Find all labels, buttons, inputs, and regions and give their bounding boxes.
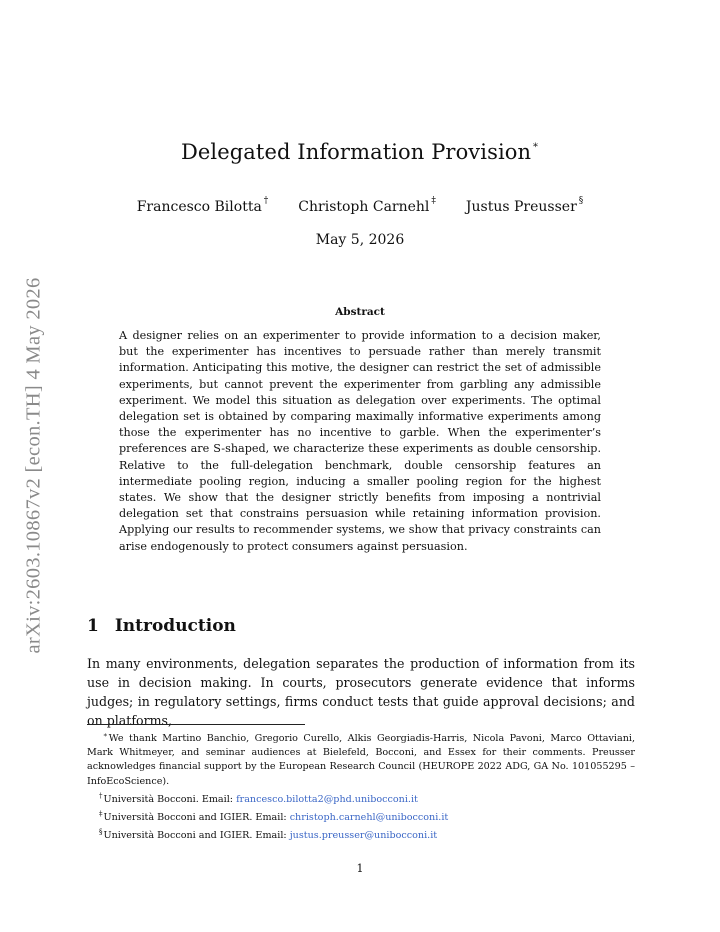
footnote-acknowledgment — [87, 728, 635, 789]
author — [298, 196, 436, 215]
footnote-affiliation — [87, 807, 635, 825]
author-name: Justus Preusser — [465, 199, 577, 215]
section-heading — [87, 616, 236, 636]
introduction-paragraph: In many environments, delegation separates the production of information from its use in decision making. In courts, prosecutors generate evidence that informs judges; in regulatory settings, firms conduct tests that guide approval decisions; and on platforms, — [87, 656, 635, 728]
author-name: Christoph Carnehl — [298, 199, 430, 215]
section-title: Introduction — [114, 616, 236, 636]
footnote-text: Università Bocconi. Email: — [103, 793, 237, 805]
footnote-mark: ∗ — [103, 731, 108, 739]
title-footnote-mark: ∗ — [532, 140, 540, 151]
author-name: Francesco Bilotta — [136, 199, 262, 215]
author-mark: ‡ — [431, 196, 436, 206]
abstract-body: A designer relies on an experimenter to provide information to a decision maker, but the experimenter has incentives to persuade rather than merely transmit information. Anticipating this motive, the designer can restrict the set of admissible experiments, but cannot prevent the experimenter from garbling any admissible experiment. We model this situation as delegation over experiments. The optimal delegation set is obtained by comparing maximally informative experiments among those the experimenter has no incentive to garble. When the experimenter’s preferences are S-shaped, we characterize these experiments as double censorship. Relative to the full-delegation benchmark, double censorship features an intermediate pooling region, inducing a smaller pooling region for the highest states. We show that the designer strictly benefits from imposing a nontrivial delegation set that constrains persuasion while retaining information provision. Applying our results to recommender systems, we show that privacy constraints can arise endogenously to protect consumers against persuasion. — [119, 329, 601, 553]
author-list — [0, 196, 720, 215]
footnote-divider — [87, 724, 305, 725]
footnote-affiliation — [87, 789, 635, 807]
footnote-text: We thank Martino Banchio, Gregorio Curello, Alkis Georgiadis-Harris, Nicola Pavoni, Marco Ottaviani, Mark Whitmeyer, and seminar audiences at Bielefeld, Bocconi, and Essex for their comments. Preusser acknowledges financial support by the European Research Council (HEUROPE 2022 ADG, GA No. 101055295 – InfoEcoScience). — [87, 733, 635, 787]
footnote-mark: ‡ — [99, 810, 103, 819]
author — [137, 196, 269, 215]
paper-title-text: Delegated Information Provision — [180, 140, 532, 164]
footnotes — [87, 728, 635, 843]
author-mark: § — [578, 196, 584, 206]
author — [466, 196, 583, 215]
footnote-mark: † — [99, 791, 103, 800]
page-number: 1 — [356, 862, 364, 875]
email-link[interactable]: francesco.bilotta2@phd.unibocconi.it — [236, 793, 418, 805]
footnote-text: Università Bocconi and IGIER. Email: — [103, 830, 290, 842]
email-link[interactable]: christoph.carnehl@unibocconi.it — [289, 812, 449, 824]
paper-title — [0, 140, 720, 164]
footnote-text: Università Bocconi and IGIER. Email: — [103, 812, 290, 824]
abstract-heading: Abstract — [335, 306, 385, 318]
arxiv-identifier: arXiv:2603.10867v2 [econ.TH] 4 May 2026 — [22, 276, 45, 654]
email-link[interactable]: justus.preusser@unibocconi.it — [289, 830, 438, 842]
footnote-affiliation — [87, 825, 635, 843]
paper-date: May 5, 2026 — [315, 232, 405, 248]
author-mark: † — [263, 196, 269, 206]
footnote-mark: § — [99, 828, 103, 837]
section-number: 1 — [87, 616, 99, 636]
